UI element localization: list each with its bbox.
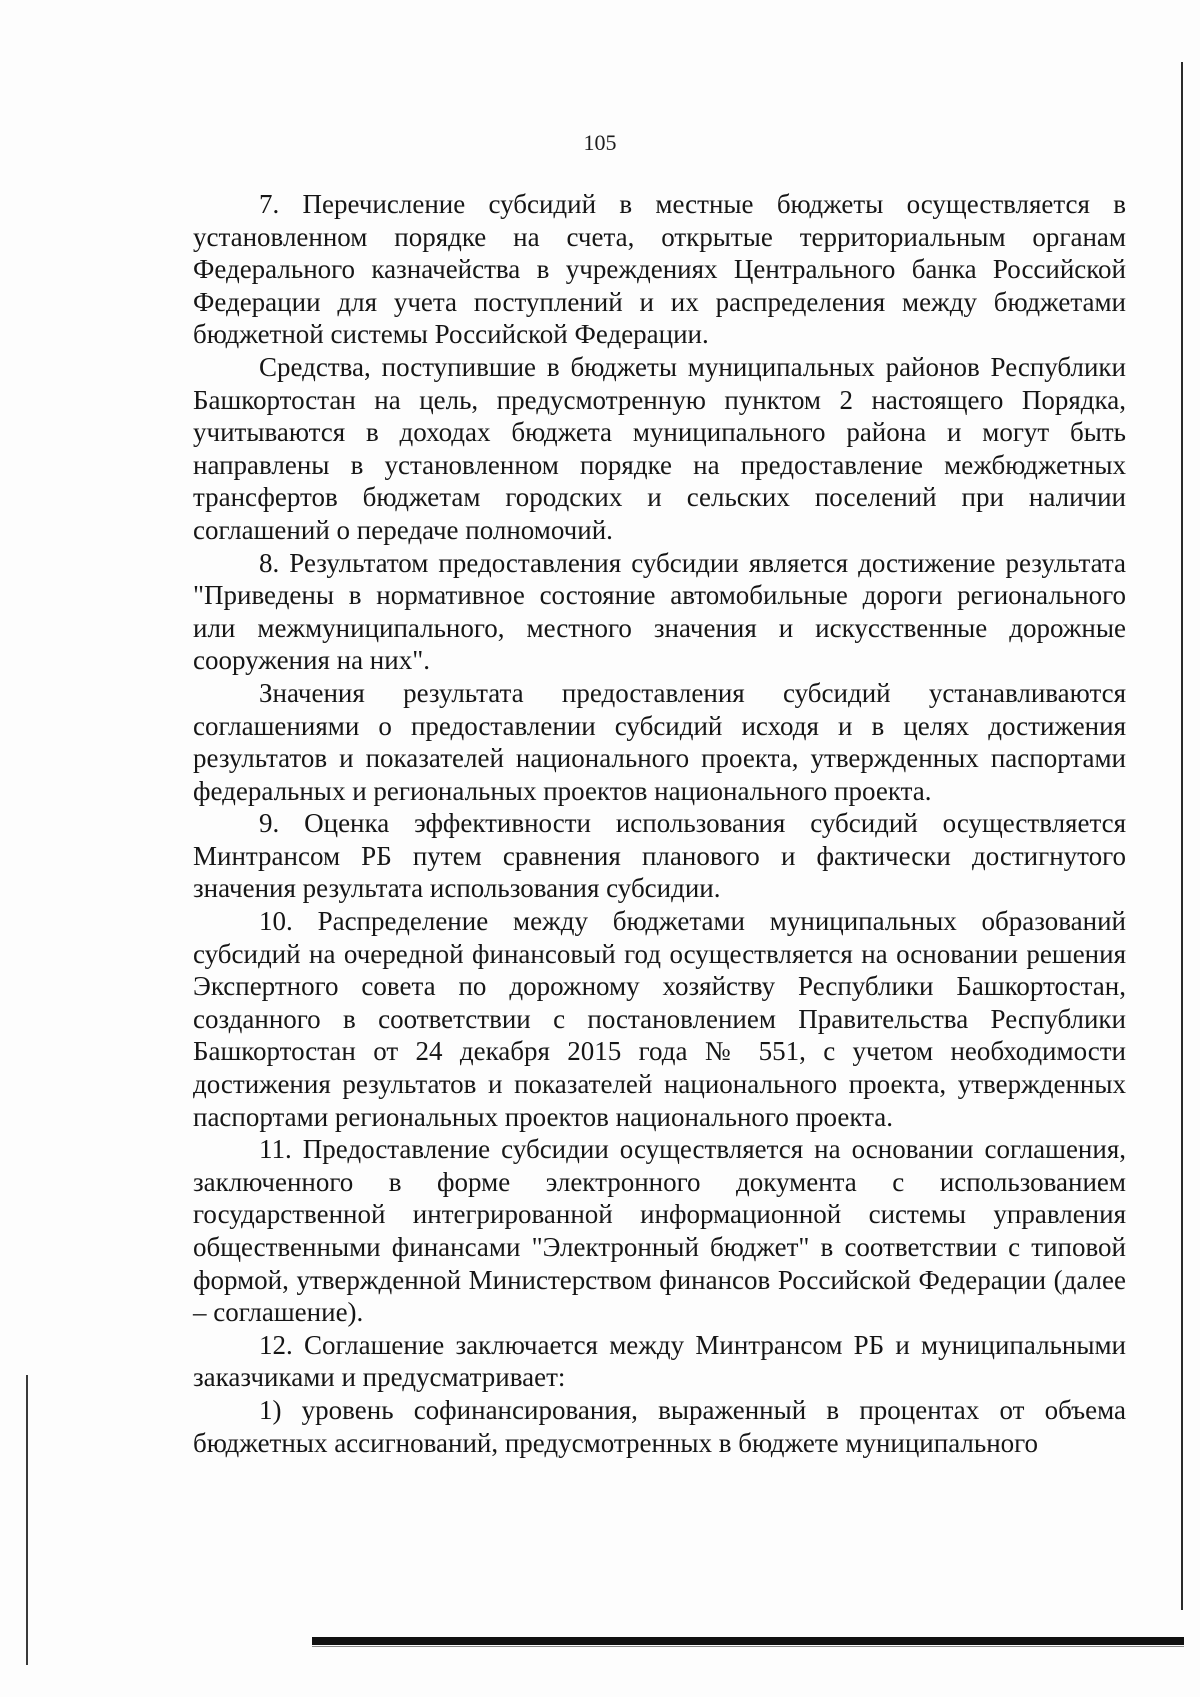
scan-edge-bottom-shadow <box>312 1646 1184 1647</box>
scan-edge-left <box>26 1375 28 1665</box>
scan-edge-right <box>1181 62 1183 1610</box>
scan-edge-bottom <box>312 1637 1184 1645</box>
paragraph-7: 7. Перечисление субсидий в местные бюджеты осуществляется в установленном порядке на счета, открытые территориальным органам Федерального казначейства в учреждениях Центрального банка Российской Федерации для учета поступлений и их распределения между бюджетами бюджетной системы Российской Федерации. <box>193 189 1126 350</box>
paragraph-12-item-1: 1) уровень софинансирования, выраженный в процентах от объема бюджетных ассигнований, предусмотренных в бюджете муниципального <box>193 1394 1126 1458</box>
paragraph-8-values: Значения результата предоставления субсидий устанавливаются соглашениями о предоставлении субсидий исходя и в целях достижения результатов и показателей национального проекта, утвержденных паспортами федеральных и региональных проектов национального проекта. <box>193 677 1126 806</box>
paragraph-8: 8. Результатом предоставления субсидии является достижение результата "Приведены в нормативное состояние автомобильные дороги регионального или межмуниципального, местного значения и искусственные дорожные сооружения на них". <box>193 547 1126 676</box>
page-number: 105 <box>583 130 617 155</box>
paragraph-9: 9. Оценка эффективности использования субсидий осуществляется Минтрансом РБ путем сравнения планового и фактически достигнутого значения результата использования субсидии. <box>193 808 1126 904</box>
paragraph-7-funds: Средства, поступившие в бюджеты муниципальных районов Республики Башкортостан на цель, предусмотренную пунктом 2 настоящего Порядка, учитываются в доходах бюджета муниципального района и могут быть направлены в установленном порядке на предоставление межбюджетных трансфертов бюджетам городских и сельских поселений при наличии соглашений о передаче полномочий. <box>193 351 1126 545</box>
document-body <box>193 188 1126 1459</box>
paragraph-11: 11. Предоставление субсидии осуществляется на основании соглашения, заключенного в форме электронного документа с использованием государственной интегрированной информационной системы управления общественными финансами "Электронный бюджет" в соответствии с типовой формой, утвержденной Министерством финансов Российской Федерации (далее – соглашение). <box>193 1134 1126 1328</box>
paragraph-12: 12. Соглашение заключается между Минтрансом РБ и муниципальными заказчиками и предусматривает: <box>193 1329 1126 1393</box>
paragraph-10: 10. Распределение между бюджетами муниципальных образований субсидий на очередной финансовый год осуществляется на основании решения Экспертного совета по дорожному хозяйству Республики Башкортостан, созданного в соответствии с постановлением Правительства Республики Башкортостан от 24 декабря 2015 года № 551, с учетом необходимости достижения результатов и показателей национального проекта, утвержденных паспортами региональных проектов национального проекта. <box>193 906 1126 1132</box>
